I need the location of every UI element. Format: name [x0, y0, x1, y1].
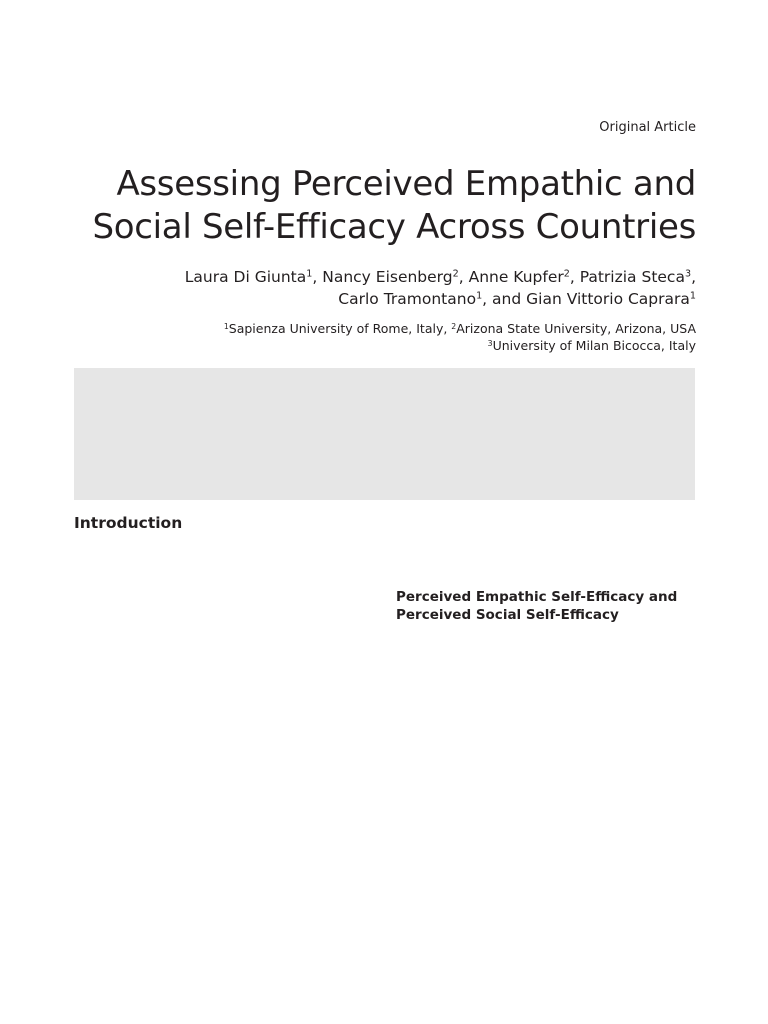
- author-separator: ,: [458, 268, 469, 286]
- affiliation-text: Arizona State University, Arizona, USA: [456, 321, 696, 336]
- author-affiliation-marker: 3: [684, 268, 692, 280]
- section-heading-introduction: Introduction: [74, 514, 183, 532]
- author-affiliation-marker: 1: [689, 290, 696, 302]
- subsection-heading-line-2: Perceived Social Self-Efficacy: [396, 607, 619, 623]
- author-name: Nancy Eisenberg: [322, 268, 453, 286]
- affiliation-marker: 2: [451, 321, 457, 331]
- author-name: Anne Kupfer: [468, 268, 564, 286]
- author-name: Carlo Tramontano: [338, 290, 477, 308]
- author-separator: ,: [569, 268, 580, 286]
- author-affiliation-marker: 1: [306, 268, 313, 280]
- affiliation-text: Sapienza University of Rome, Italy,: [228, 321, 452, 336]
- author-affiliation-marker: 1: [476, 290, 483, 302]
- subsection-heading-line-1: Perceived Empathic Self-Efficacy and: [396, 589, 678, 605]
- author-separator: ,: [691, 268, 696, 286]
- article-type-label: Original Article: [599, 120, 696, 135]
- subsection-heading: [396, 588, 696, 624]
- author-name: Patrizia Steca: [579, 268, 685, 286]
- title-line-1: Assessing Perceived Empathic and: [116, 164, 696, 204]
- author-list: [76, 266, 696, 310]
- author-name: Gian Vittorio Caprara: [526, 290, 690, 308]
- author-separator: , and: [482, 290, 527, 308]
- affiliation-list: [56, 320, 696, 354]
- affiliation-line-2: [56, 337, 696, 354]
- title-line-2: Social Self-Efficacy Across Countries: [92, 207, 696, 247]
- author-separator: ,: [312, 268, 323, 286]
- affiliation-marker: 1: [223, 321, 229, 331]
- abstract-box: [74, 368, 695, 500]
- affiliation-marker: 3: [487, 338, 493, 348]
- author-name: Laura Di Giunta: [184, 268, 307, 286]
- affiliation-text: University of Milan Bicocca, Italy: [492, 338, 696, 353]
- author-affiliation-marker: 2: [563, 268, 570, 280]
- author-line-2: [76, 288, 696, 310]
- author-line-1: [76, 266, 696, 288]
- author-affiliation-marker: 2: [452, 268, 459, 280]
- affiliation-line-1: [56, 320, 696, 337]
- article-title: [56, 163, 696, 249]
